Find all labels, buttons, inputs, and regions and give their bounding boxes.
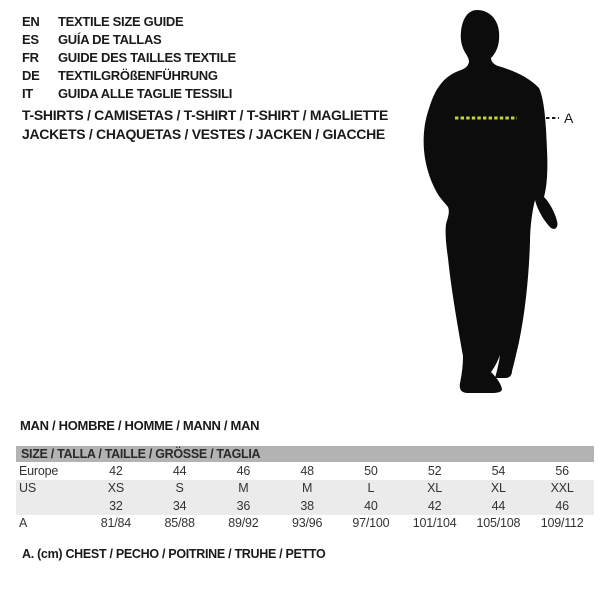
- size-cell: XL: [427, 481, 443, 496]
- size-cell: XL: [490, 481, 506, 496]
- category-tshirts: T-SHIRTS / CAMISETAS / T-SHIRT / T-SHIRT / MAGLIETTE: [22, 107, 389, 123]
- language-title: GUIDE DES TAILLES TEXTILE: [58, 49, 236, 65]
- category-jackets: JACKETS / CHAQUETAS / VESTES / JACKEN / GIACCHE: [22, 126, 385, 142]
- language-title: GUÍA DE TALLAS: [58, 31, 162, 47]
- language-code: IT: [22, 85, 33, 101]
- size-cell: 48: [300, 463, 314, 478]
- size-cell: 97/100: [352, 516, 390, 531]
- size-cell: 109/112: [540, 516, 584, 531]
- size-table: [16, 446, 594, 532]
- size-cell: 44: [172, 463, 187, 478]
- table-row-europe: [16, 462, 594, 480]
- size-cell: S: [175, 481, 184, 496]
- size-cell: 36: [236, 498, 251, 513]
- table-row-numeric: [16, 497, 594, 515]
- language-code: FR: [22, 49, 39, 65]
- size-cell: 40: [364, 498, 378, 513]
- size-table-header: SIZE / TALLA / TAILLE / GRÖSSE / TAGLIA: [16, 446, 594, 462]
- size-cell: M: [302, 481, 313, 496]
- language-title: GUIDA ALLE TAGLIE TESSILI: [58, 85, 233, 101]
- size-cell: 50: [364, 463, 378, 478]
- size-cell: L: [367, 481, 375, 496]
- size-cell: 44: [491, 498, 506, 513]
- size-cell: 52: [427, 463, 442, 478]
- size-cell: 81/84: [100, 516, 132, 531]
- size-cell: 42: [109, 463, 123, 478]
- language-code: DE: [22, 67, 40, 83]
- row-label: Europe: [19, 463, 59, 478]
- language-code: EN: [22, 13, 40, 29]
- size-cell: 32: [109, 498, 123, 513]
- man-silhouette: [424, 10, 558, 393]
- size-cell: 85/88: [164, 516, 195, 531]
- size-cell: XS: [107, 481, 125, 496]
- size-cell: 105/108: [476, 516, 521, 531]
- size-cell: 46: [555, 498, 569, 513]
- size-cell: 93/96: [291, 516, 323, 531]
- size-cell: M: [238, 481, 249, 496]
- size-cell: 34: [172, 498, 187, 513]
- size-cell: 89/92: [228, 516, 259, 531]
- measurement-footnote: A. (cm) CHEST / PECHO / POITRINE / TRUHE / PETTO: [22, 547, 326, 561]
- row-label: A: [19, 516, 28, 531]
- size-cell: 54: [491, 463, 506, 478]
- size-cell: 56: [555, 463, 569, 478]
- size-cell: 42: [427, 498, 442, 513]
- size-cell: 101/104: [412, 516, 457, 531]
- language-title: TEXTILGRÖßENFÜHRUNG: [58, 67, 218, 83]
- measure-label-a: A: [564, 110, 574, 126]
- section-title-man: MAN / HOMBRE / HOMME / MANN / MAN: [20, 418, 260, 433]
- size-cell: 46: [236, 463, 251, 478]
- table-row-chest-a: [16, 515, 594, 533]
- language-title: TEXTILE SIZE GUIDE: [58, 13, 184, 29]
- language-code: ES: [22, 31, 39, 47]
- size-cell: XXL: [550, 481, 574, 496]
- table-row-us: [16, 480, 594, 498]
- size-cell: 38: [300, 498, 314, 513]
- row-label: US: [19, 481, 36, 496]
